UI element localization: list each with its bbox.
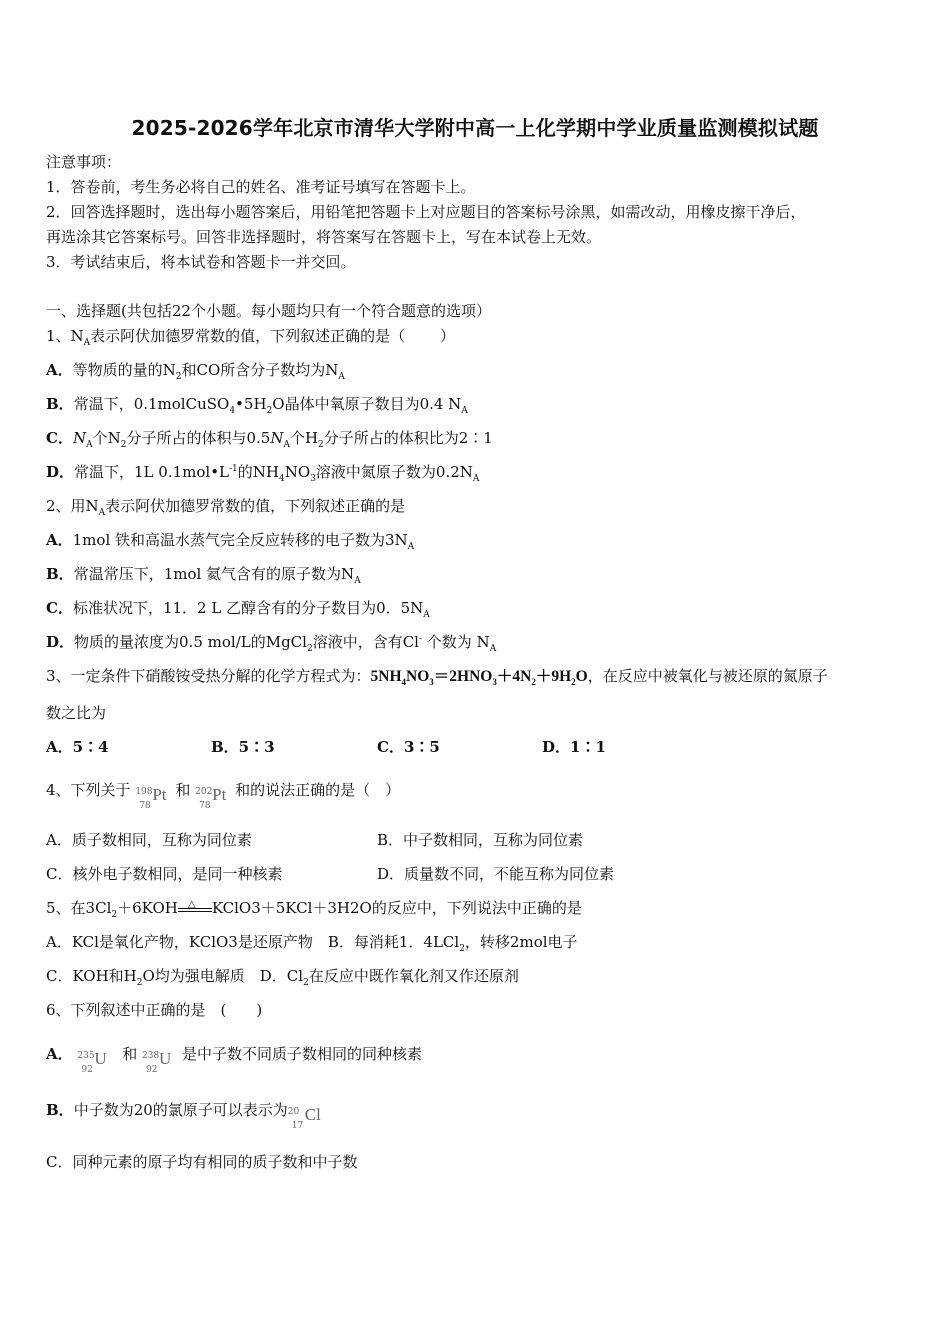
q6-option-a: A． 235 92 U 和 238 92 U 是中子数不同质子数相同的同种核素	[46, 1038, 422, 1070]
q4-option-c: C．核外电子数相同，是同一种核素	[46, 865, 283, 883]
heat-condition-arrow: △	[178, 899, 212, 919]
notice-heading: 注意事项：	[46, 153, 122, 171]
q5-stem: 5、在$3Cl_2+6KOH$ △ KClO3＋5KCl＋3H2O的反应中，下列说法中正确的是	[46, 899, 582, 920]
q3-stem-cont: 数之比为	[46, 704, 107, 722]
q4-stem: 4、下列关于 198 78 Pt 和 202 78 Pt 和的说法正确的是（ ）	[46, 774, 400, 806]
nuclide-cl-20: 20 17 Cl	[287, 1105, 321, 1131]
q1-option-c: C．$N_A$个$N_2$分子所占的体积与$0.5N_A$个$H_2$分子所占的体积比为2∶1	[46, 429, 493, 450]
q2-option-a: A．1mol 铁和高温水蒸气完全反应转移的电子数为$3N_A$	[46, 531, 415, 552]
nuclide-u-238: 238 92 U	[142, 1049, 172, 1075]
notice-item-3: 3．考试结束后，将本试卷和答题卡一并交回。	[46, 253, 356, 271]
q3-equation: $5NH_4NO_3=2HNO_3+4N_2+9H_2O$	[370, 668, 588, 688]
notice-item-2-cont: 再选涂其它答案标号。回答非选择题时，将答案写在答题卡上，写在本试卷上无效。	[46, 228, 602, 246]
q2-option-b: B．常温常压下，1mol 氦气含有的原子数为$N_A$	[46, 565, 361, 586]
q1-option-a: A．等物质的量的$N_2$和CO所含分子数均为$N_A$	[46, 361, 345, 382]
q2-option-c: C．标准状况下，11．2 L 乙醇含有的分子数目为0．$5N_A$	[46, 599, 430, 620]
q6-stem: 6、下列叙述中正确的是 ( )	[46, 1001, 263, 1019]
q5-options-ab: A．KCl是氧化产物，KClO3是还原产物 B．每消耗1．4LCl$_2$，转移2mol电子	[46, 933, 578, 954]
q3-option-a: A．5∶4	[46, 738, 109, 756]
q6-option-c: C．同种元素的原子均有相同的质子数和中子数	[46, 1153, 358, 1171]
q2-option-d: D．物质的量浓度为0.5 mol/L的MgCl$_2$溶液中，含有Cl- 个数为 $N_A$	[46, 633, 497, 654]
q4-option-b: B．中子数相同，互称为同位素	[377, 831, 584, 849]
q3-option-c: C．3∶5	[377, 738, 440, 756]
q3-option-b: B．5∶3	[211, 738, 275, 756]
q1-option-b: B．常温下，$0.1molCuSO_4•5H_2O$晶体中氧原子数目为0.4 $N_A$	[46, 395, 468, 416]
q4-option-a: A．质子数相同，互称为同位素	[46, 831, 252, 849]
notice-item-2: 2．回答选择题时，选出每小题答案后，用铅笔把答题卡上对应题目的答案标号涂黑，如需改动，用橡皮擦干净后，	[46, 203, 806, 221]
notice-item-1: 1．答卷前，考生务必将自己的姓名、准考证号填写在答题卡上。	[46, 178, 476, 196]
q6-option-b: B．中子数为20的氯原子可以表示为 20 17 Cl	[46, 1094, 328, 1126]
nuclide-u-235: 235 92 U	[77, 1049, 107, 1075]
q3-stem: 3、一定条件下硝酸铵受热分解的化学方程式为：$5NH_4NO_3=2HNO_3+4N_2+9H_2O$，在反应中被氧化与被还原的氮原子	[46, 667, 828, 688]
q1-stem: 1、$N_A$表示阿伏加德罗常数的值，下列叙述正确的是（ ）	[46, 327, 455, 348]
section-heading: 一、选择题(共包括22个小题。每小题均只有一个符合题意的选项）	[46, 302, 491, 320]
nuclide-pt-198: 198 78 Pt	[135, 785, 167, 811]
q1-option-d: D．常温下，1L $0.1mol•L^{-1}$的$NH_4NO_3$溶液中氮原子数为$0.2N_A$	[46, 463, 480, 484]
q5-options-cd: C．KOH和$H_2O$均为强电解质 D．$Cl_2$在反应中既作氧化剂又作还原剂	[46, 967, 519, 988]
nuclide-pt-202: 202 78 Pt	[195, 785, 227, 811]
q3-option-d: D．1∶1	[542, 738, 606, 756]
page-title: 2025-2026学年北京市清华大学附中高一上化学期中学业质量监测模拟试题	[131, 116, 819, 140]
q2-stem: 2、用$N_A$表示阿伏加德罗常数的值，下列叙述正确的是	[46, 497, 406, 518]
q4-option-d: D．质量数不同，不能互称为同位素	[377, 865, 615, 883]
